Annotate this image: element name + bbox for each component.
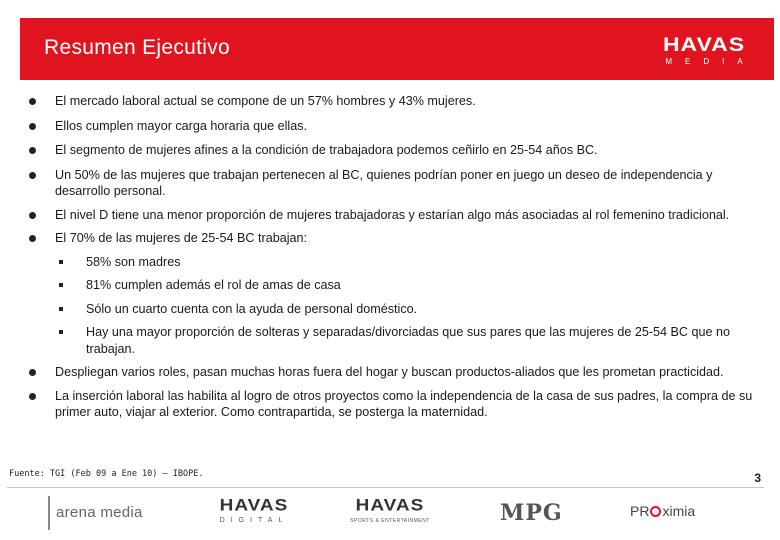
havas-sports-name: HAVAS	[355, 496, 425, 515]
havas-sports-sub: SPORTS & ENTERTAINMENT	[350, 518, 430, 524]
brand-subtitle: MEDIA	[665, 57, 756, 66]
bullet-item: La inserción laboral las habilita al logro de otros proyectos como la independencia de la casa de sus padres, la compra de su primer auto, viajar al exterior. Como contrapartida, se posterga la maternidad.	[28, 388, 758, 421]
page-number: 3	[754, 471, 761, 485]
bullet-item: El mercado laboral actual se compone de un 57% hombres y 43% mujeres.	[28, 93, 758, 110]
page-title: Resumen Ejecutivo	[44, 36, 231, 59]
summary-content	[28, 93, 758, 421]
brand-name: HAVAS	[662, 32, 746, 56]
bullet-item: Despliegan varios roles, pasan muchas horas fuera del hogar y buscan productos-aliados que les prometan practicidad.	[28, 364, 758, 381]
havas-digital-sub: DIGITAL	[219, 517, 289, 524]
bullet-item: El 70% de las mujeres de 25-54 BC trabajan:	[28, 230, 758, 247]
footer-divider	[7, 487, 764, 488]
title-bar	[20, 18, 774, 80]
havas-digital-name: HAVAS	[219, 496, 289, 515]
arena-logo-text: arena media	[56, 504, 143, 521]
proximia-logo	[630, 503, 695, 519]
proximia-text-start: PR	[630, 503, 650, 519]
bullet-item: Un 50% de las mujeres que trabajan pertenecen al BC, quienes podrían poner en juego un deseo de independencia y desarrollo personal.	[28, 167, 758, 200]
sub-bullet-item: 81% cumplen además el rol de amas de casa	[28, 277, 758, 294]
proximia-text-end: ximia	[662, 503, 696, 519]
havas-media-logo	[662, 32, 756, 66]
proximia-o-icon	[650, 506, 661, 517]
havas-sports-logo	[350, 496, 430, 524]
source-footnote: Fuente: TGI (Feb 09 a Ene 10) – IBOPE.	[9, 469, 204, 479]
havas-digital-logo	[215, 496, 293, 524]
sub-bullet-item: 58% son madres	[28, 254, 758, 271]
bullet-item: Ellos cumplen mayor carga horaria que ellas.	[28, 118, 758, 135]
arena-media-logo	[48, 496, 152, 530]
sub-bullet-item: Hay una mayor proporción de solteras y separadas/divorciadas que sus pares que las mujeres de 25-54 BC que no trabajan.	[28, 324, 758, 357]
bullet-item: El nivel D tiene una menor proporción de mujeres trabajadoras y estarían algo más asociadas al rol femenino tradicional.	[28, 207, 758, 224]
bullet-item: El segmento de mujeres afines a la condición de trabajadora podemos ceñirlo en 25-54 años BC.	[28, 142, 758, 159]
sub-bullet-item: Sólo un cuarto cuenta con la ayuda de personal doméstico.	[28, 301, 758, 318]
arena-bar-mark	[48, 496, 50, 530]
mpg-logo: MPG	[500, 500, 563, 526]
